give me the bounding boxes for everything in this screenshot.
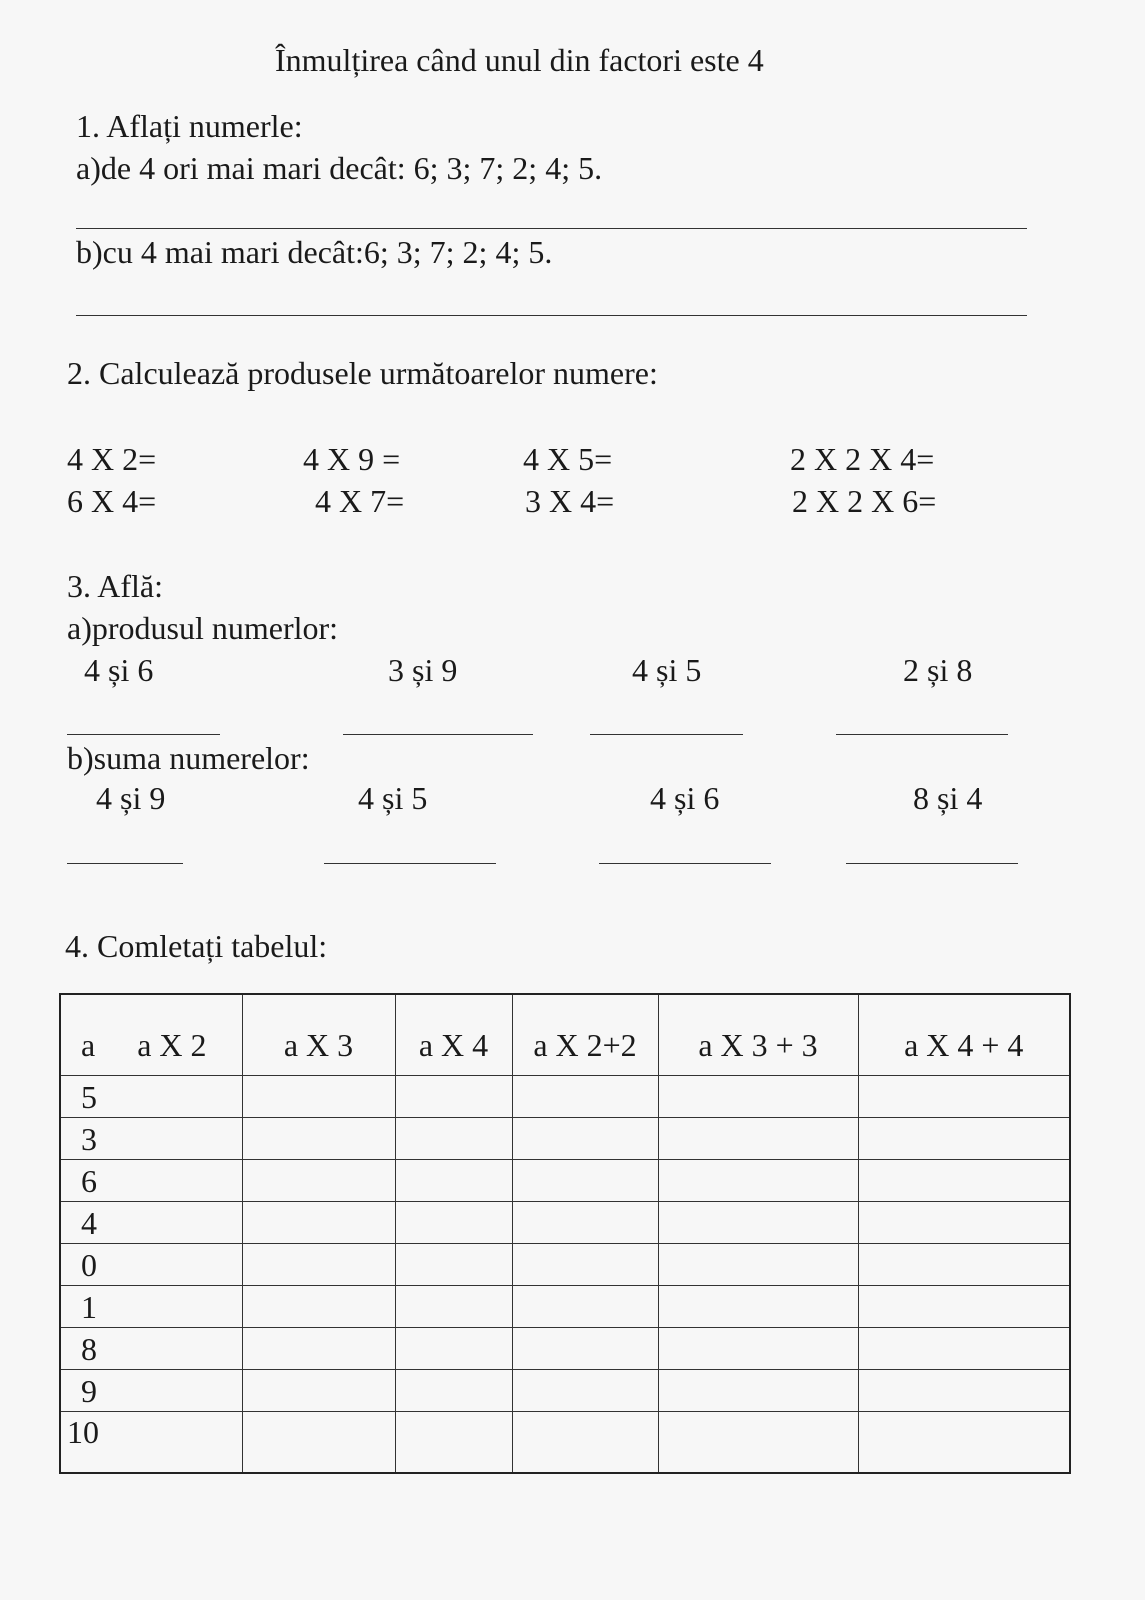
number-pair: 4 și 9	[96, 780, 166, 816]
header-cell: a X 4 + 4	[858, 994, 1070, 1076]
answer-cell[interactable]	[242, 1202, 395, 1244]
answer-cell[interactable]	[858, 1160, 1070, 1202]
table-row	[60, 1202, 1070, 1244]
a-value-cell: 4	[60, 1202, 242, 1244]
answer-cell[interactable]	[658, 1328, 858, 1370]
answer-cell[interactable]	[512, 1202, 658, 1244]
header-cell: a X 3	[242, 994, 395, 1076]
answer-line-1a	[76, 228, 1027, 229]
header-cell	[60, 994, 242, 1076]
answer-cell[interactable]	[395, 1286, 512, 1328]
answer-cell[interactable]	[512, 1370, 658, 1412]
answer-cell[interactable]	[242, 1244, 395, 1286]
worksheet-title: Înmulțirea când unul din factori este 4	[275, 42, 764, 78]
table-row	[60, 1328, 1070, 1370]
exercise-3-heading: 3. Află:	[67, 568, 163, 604]
header-a: a	[81, 1027, 96, 1063]
answer-line	[67, 863, 183, 864]
answer-cell[interactable]	[242, 1328, 395, 1370]
answer-cell[interactable]	[512, 1412, 658, 1474]
answer-line	[590, 734, 743, 735]
exercise-2-heading: 2. Calculează produsele următoarelor numere:	[67, 355, 658, 391]
answer-cell[interactable]	[512, 1328, 658, 1370]
number-pair: 8 și 4	[913, 780, 983, 816]
exercise-1b-text: b)cu 4 mai mari decât:6; 3; 7; 2; 4; 5.	[76, 234, 553, 270]
a-value-cell: 6	[60, 1160, 242, 1202]
a-value-cell: 0	[60, 1244, 242, 1286]
header-cell: a X 2+2	[512, 994, 658, 1076]
product-expression: 4 X 5=	[523, 441, 613, 477]
answer-cell[interactable]	[658, 1160, 858, 1202]
answer-cell[interactable]	[242, 1076, 395, 1118]
product-expression: 2 X 2 X 4=	[790, 441, 935, 477]
answer-cell[interactable]	[858, 1076, 1070, 1118]
number-pair: 3 și 9	[388, 652, 458, 688]
product-expression: 4 X 7=	[315, 483, 405, 519]
a-value-cell: 1	[60, 1286, 242, 1328]
answer-cell[interactable]	[658, 1370, 858, 1412]
table-row	[60, 1286, 1070, 1328]
answer-cell[interactable]	[858, 1286, 1070, 1328]
answer-cell[interactable]	[242, 1160, 395, 1202]
exercise-1-heading: 1. Aflați numerle:	[76, 108, 303, 144]
answer-cell[interactable]	[395, 1370, 512, 1412]
answer-cell[interactable]	[395, 1118, 512, 1160]
answer-cell[interactable]	[658, 1202, 858, 1244]
number-pair: 4 și 5	[358, 780, 428, 816]
answer-line	[67, 734, 220, 735]
product-expression: 6 X 4=	[67, 483, 157, 519]
answer-cell[interactable]	[242, 1118, 395, 1160]
answer-cell[interactable]	[395, 1202, 512, 1244]
a-value-cell: 5	[60, 1076, 242, 1118]
number-pair: 2 și 8	[903, 652, 973, 688]
answer-cell[interactable]	[858, 1370, 1070, 1412]
answer-cell[interactable]	[858, 1118, 1070, 1160]
table-row	[60, 1370, 1070, 1412]
answer-line	[599, 863, 771, 864]
multiplication-table	[59, 993, 1071, 1474]
answer-cell[interactable]	[395, 1076, 512, 1118]
answer-cell[interactable]	[658, 1286, 858, 1328]
answer-cell[interactable]	[242, 1370, 395, 1412]
a-value-cell: 10	[60, 1412, 242, 1474]
answer-cell[interactable]	[395, 1160, 512, 1202]
a-value-cell: 8	[60, 1328, 242, 1370]
answer-cell[interactable]	[858, 1412, 1070, 1474]
answer-cell[interactable]	[858, 1328, 1070, 1370]
exercise-1a-text: a)de 4 ori mai mari decât: 6; 3; 7; 2; 4; 5.	[76, 150, 603, 186]
header-a-x-2: a X 2	[137, 1027, 207, 1063]
answer-cell[interactable]	[395, 1412, 512, 1474]
header-cell: a X 3 + 3	[658, 994, 858, 1076]
answer-cell[interactable]	[658, 1118, 858, 1160]
table-row	[60, 1160, 1070, 1202]
answer-line	[846, 863, 1018, 864]
answer-cell[interactable]	[858, 1202, 1070, 1244]
answer-line-1b	[76, 315, 1027, 316]
answer-line	[343, 734, 533, 735]
product-expression: 3 X 4=	[525, 483, 615, 519]
number-pair: 4 și 6	[650, 780, 720, 816]
answer-cell[interactable]	[658, 1244, 858, 1286]
answer-line	[836, 734, 1008, 735]
answer-cell[interactable]	[242, 1286, 395, 1328]
number-pair: 4 și 5	[632, 652, 702, 688]
answer-cell[interactable]	[658, 1412, 858, 1474]
product-expression: 2 X 2 X 6=	[792, 483, 937, 519]
product-expression: 4 X 2=	[67, 441, 157, 477]
product-expression: 4 X 9 =	[303, 441, 401, 477]
exercise-3a-label: a)produsul numerlor:	[67, 610, 339, 646]
answer-cell[interactable]	[395, 1244, 512, 1286]
answer-cell[interactable]	[512, 1118, 658, 1160]
header-cell: a X 4	[395, 994, 512, 1076]
number-pair: 4 și 6	[84, 652, 154, 688]
answer-cell[interactable]	[242, 1412, 395, 1474]
table-row	[60, 1118, 1070, 1160]
answer-cell[interactable]	[512, 1286, 658, 1328]
answer-cell[interactable]	[858, 1244, 1070, 1286]
answer-cell[interactable]	[512, 1244, 658, 1286]
a-value-cell: 9	[60, 1370, 242, 1412]
table-row	[60, 1244, 1070, 1286]
answer-cell[interactable]	[395, 1328, 512, 1370]
answer-cell[interactable]	[512, 1160, 658, 1202]
answer-cell[interactable]	[512, 1076, 658, 1118]
answer-cell[interactable]	[658, 1076, 858, 1118]
exercise-4-heading: 4. Comletați tabelul:	[65, 928, 328, 964]
table-row	[60, 1076, 1070, 1118]
exercise-3b-label: b)suma numerelor:	[67, 740, 310, 776]
answer-line	[324, 863, 496, 864]
table-row	[60, 1412, 1070, 1474]
table-header-row	[60, 994, 1070, 1076]
a-value-cell: 3	[60, 1118, 242, 1160]
